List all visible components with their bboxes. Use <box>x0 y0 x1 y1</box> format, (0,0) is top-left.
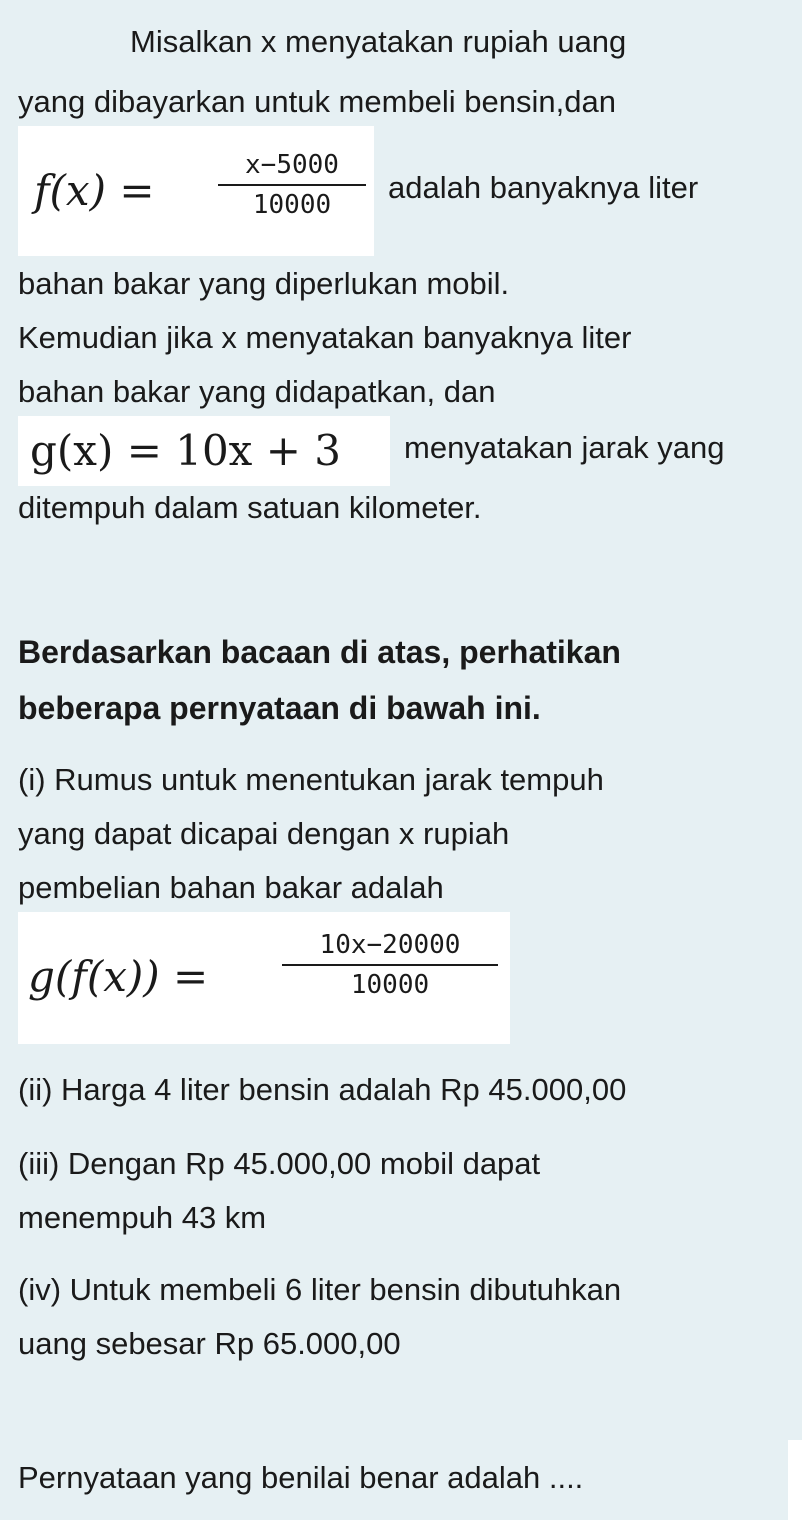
intro-line-1: Misalkan x menyatakan rupiah uang <box>130 24 627 59</box>
intro-line-8: ditempuh dalam satuan kilometer. <box>18 490 482 525</box>
g-formula: g(x) = 10x + 3 <box>30 426 341 475</box>
instruction-line-1: Berdasarkan bacaan di atas, perhatikan <box>18 634 621 670</box>
gf-formula-fraction <box>282 930 498 1000</box>
intro-line-2: yang dibayarkan untuk membeli bensin,dan <box>18 84 616 119</box>
statement-iii-line-2: menempuh 43 km <box>18 1200 267 1235</box>
intro-line-7-tail: menyatakan jarak yang <box>404 430 725 465</box>
statement-i-line-1: (i) Rumus untuk menentukan jarak tempuh <box>18 762 604 797</box>
statement-iii-line-1: (iii) Dengan Rp 45.000,00 mobil dapat <box>18 1146 541 1181</box>
f-fraction-bar <box>218 184 366 186</box>
f-numerator: x−5000 <box>245 150 339 180</box>
f-formula-lhs: f(x) = <box>34 166 155 215</box>
intro-line-6: bahan bakar yang didapatkan, dan <box>18 374 496 409</box>
question-prompt: Pernyataan yang benilai benar adalah .... <box>18 1460 584 1495</box>
intro-line-5: Kemudian jika x menyatakan banyaknya liter <box>18 320 632 355</box>
intro-line-4: bahan bakar yang diperlukan mobil. <box>18 266 510 301</box>
statement-i-line-2: yang dapat dicapai dengan x rupiah <box>18 816 510 851</box>
gf-fraction-bar <box>282 964 498 966</box>
intro-line-3-tail: adalah banyaknya liter <box>388 170 699 205</box>
f-formula-box <box>18 126 374 256</box>
gf-formula-box <box>18 912 510 1044</box>
gf-formula-lhs: g(f(x)) = <box>28 952 209 1001</box>
gf-numerator: 10x−20000 <box>319 930 461 960</box>
statement-i-line-3: pembelian bahan bakar adalah <box>18 870 444 905</box>
instruction-line-2: beberapa pernyataan di bawah ini. <box>18 690 541 726</box>
f-denominator: 10000 <box>252 190 332 220</box>
corner-patch <box>788 1440 802 1520</box>
gf-denominator: 10000 <box>350 970 430 1000</box>
statement-iv-line-1: (iv) Untuk membeli 6 liter bensin dibutuhkan <box>18 1272 622 1307</box>
f-formula-fraction <box>218 150 366 220</box>
statement-ii: (ii) Harga 4 liter bensin adalah Rp 45.000,00 <box>18 1072 627 1107</box>
g-formula-box <box>18 416 390 486</box>
statement-iv-line-2: uang sebesar Rp 65.000,00 <box>18 1326 401 1361</box>
